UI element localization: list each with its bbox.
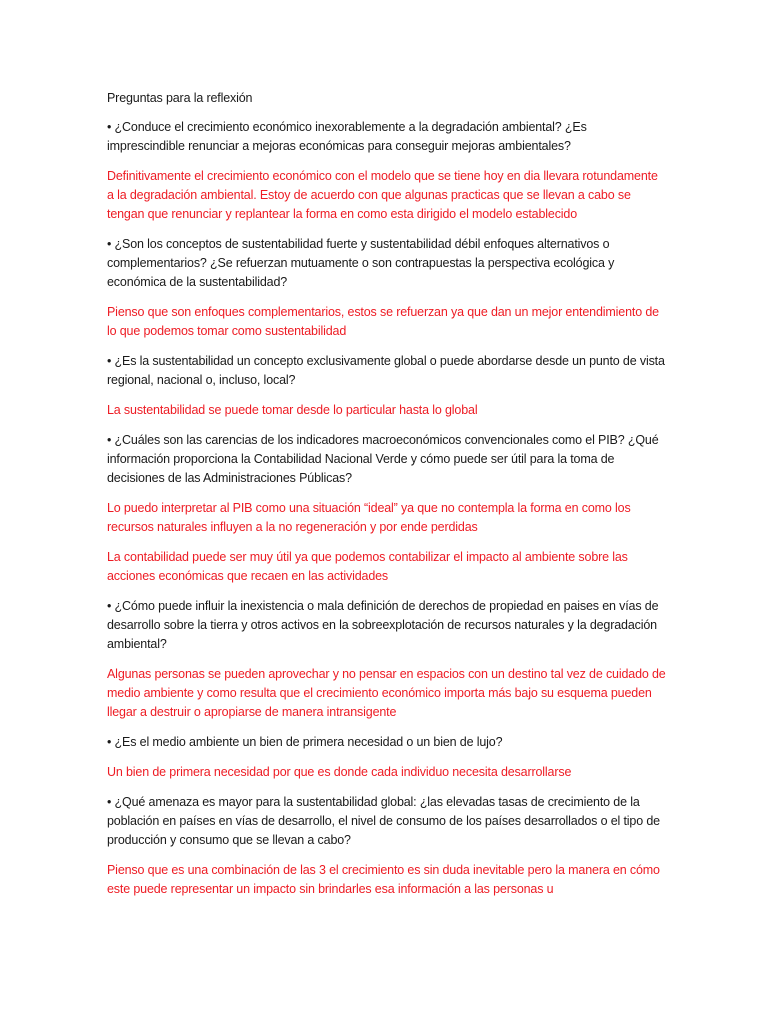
document-title: Preguntas para la reflexión [107, 91, 253, 105]
answer-3: La sustentabilidad se puede tomar desde lo particular hasta lo global [107, 403, 478, 417]
answer-5: Algunas personas se pueden aprovechar y no pensar en espacios con un destino tal vez de cuidado de medio ambiente y como resulta que el crecimiento económico importa más bajo su esquema pueden llegar a destruir o apropiarse de manera intransigente [107, 667, 666, 719]
question-3: • ¿Es la sustentabilidad un concepto exclusivamente global o puede abordarse desde un punto de vista regional, nacional o, incluso, local? [107, 354, 665, 387]
question-2: • ¿Son los conceptos de sustentabilidad fuerte y sustentabilidad débil enfoques alternativos o complementarios? ¿Se refuerzan mutuamente o son contrapuestas la perspectiva ecológica y económica de la sustentabilidad? [107, 237, 615, 289]
question-1: • ¿Conduce el crecimiento económico inexorablemente a la degradación ambiental? ¿Es imprescindible renunciar a mejoras económicas para conseguir mejoras ambientales? [107, 120, 587, 153]
question-5: • ¿Cómo puede influir la inexistencia o mala definición de derechos de propiedad en paises en vías de desarrollo sobre la tierra y otros activos en la sobreexplotación de recursos naturales y la degradación ambiental? [107, 599, 659, 651]
question-7: • ¿Qué amenaza es mayor para la sustentabilidad global: ¿las elevadas tasas de crecimiento de la población en países en vías de desarrollo, el nivel de consumo de los países desarrollados o el tipo de producción y consumo que se llevan a cabo? [107, 795, 660, 847]
answer-6: Un bien de primera necesidad por que es donde cada individuo necesita desarrollarse [107, 765, 572, 779]
answer-4a: Lo puedo interpretar al PIB como una situación “ideal” ya que no contempla la forma en como los recursos naturales influyen a la no regeneración y por ende perdidas [107, 501, 631, 534]
answer-1: Definitivamente el crecimiento económico con el modelo que se tiene hoy en dia llevara rotundamente a la degradación ambiental. Estoy de acuerdo con que algunas practicas que se llevan a cabo se tengan que renunciar y replantear la forma en como esta dirigido el modelo establecido [107, 169, 658, 221]
document-page [107, 89, 667, 910]
answer-4b: La contabilidad puede ser muy útil ya que podemos contabilizar el impacto al ambiente sobre las acciones económicas que recaen en las actividades [107, 550, 628, 583]
question-6: • ¿Es el medio ambiente un bien de primera necesidad o un bien de lujo? [107, 735, 503, 749]
answer-7: Pienso que es una combinación de las 3 el crecimiento es sin duda inevitable pero la manera en cómo este puede representar un impacto sin brindarles esa información a las personas u [107, 863, 660, 896]
answer-2: Pienso que son enfoques complementarios, estos se refuerzan ya que dan un mejor entendimiento de lo que podemos tomar como sustentabilidad [107, 305, 659, 338]
question-4: • ¿Cuáles son las carencias de los indicadores macroeconómicos convencionales como el PIB? ¿Qué información proporciona la Contabilidad Nacional Verde y cómo puede ser útil para la toma de decisiones de las Administraciones Públicas? [107, 433, 659, 485]
